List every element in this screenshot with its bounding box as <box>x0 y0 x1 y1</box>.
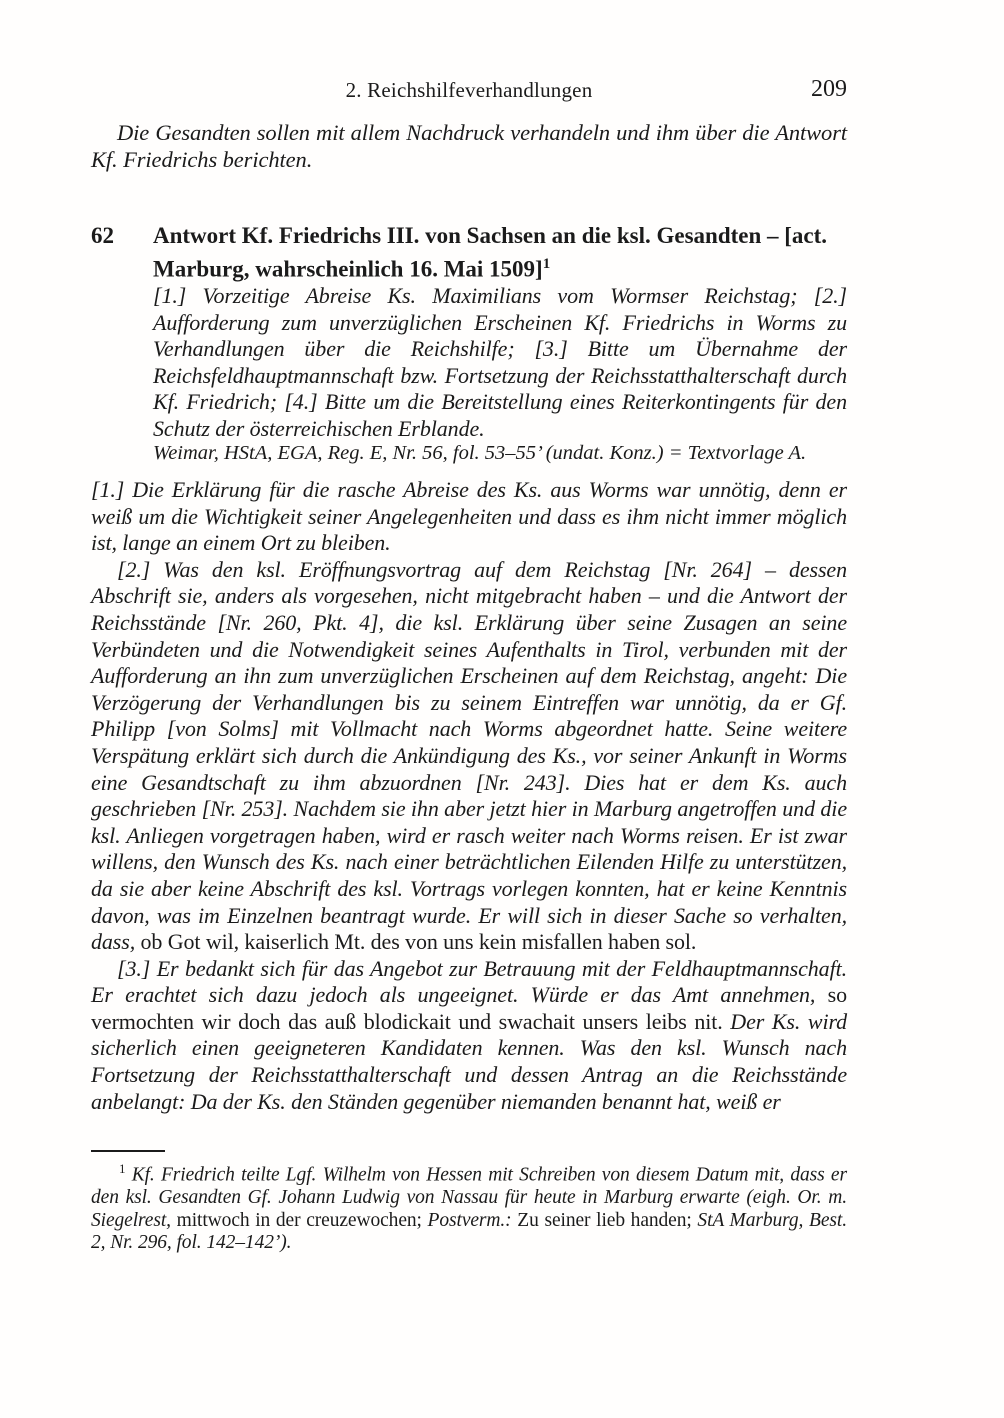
document-body <box>91 477 847 1115</box>
text-run: mittwoch in der creuzewochen; <box>170 1209 428 1231</box>
text-run: Der Ks. wird sicherlich einen geeigneteren Kandidaten kennen. Was den ksl. Wunsch nach Fortsetzung der Reichsstatthalterschaft und dessen Antrag an die Reichsstände anbelangt: Da der Ks. den Ständen gegenüber niemanden benannt hat, weiß er <box>91 1008 848 1114</box>
document-summary: [1.] Vorzeitige Abreise Ks. Maximilians vom Wormser Reichstag; [2.] Aufforderung zum unverzüglichen Erscheinen Kf. Friedrichs in Worms zu Verhandlungen über die Reichshilfe; [3.] Bitte um Übernahme der Reichsfeldhauptmannschaft bzw. Fortsetzung der Reichsstatthalterschaft durch Kf. Friedrich; [4.] Bitte um die Bereitstellung eines Reiterkontingents für den Schutz der österreichischen Erblande. <box>153 283 847 441</box>
text-run: Die Gesandten sollen mit allem Nachdruck verhandeln und ihm über die Antwort Kf. Friedrichs berichten. <box>91 120 847 172</box>
text-run: Postverm.: <box>427 1209 512 1231</box>
running-title: 2. Reichshilfeverhandlungen <box>345 78 593 102</box>
text-run: [2.] Was den ksl. Eröffnungsvortrag auf dem Reichstag [Nr. 264] – dessen Abschrift sie, anders als vorgesehen, nicht mitgebracht haben – und die Antwort der Reichsstände [Nr. 260, Pkt. 4], die ksl. Erklärung über seine Zusagen an seine Verbündeten und die Notwendigkeit seines Aufenthalts in Tirol, verbunden mit der Aufforderung an ihn zum unverzüglichen Erscheinen auf dem Reichstag, angeht: Die Verzögerung der Verhandlungen bis zu seinem Eintreffen war unnötig, da er Gf. Philipp [von Solms] mit Vollmacht nach Worms abgeordnet hatte. Seine weitere Verspätung erklärt sich durch die Ankündigung des Ks., vor seiner Ankunft in Worms eine Gesandtschaft zu ihm abzuordnen [Nr. 243]. Dies hat er dem Ks. auch geschrieben [Nr. 253]. Nachdem sie ihn aber jetzt hier in Marburg angetroffen und die ksl. Anliegen vorgetragen haben, wird er rasch weiter nach Worms reisen. Er ist zwar willens, den Wunsch des Ks. nach einer beträchtlichen Eilenden Hilfe zu unterstützen, da sie aber keine Abschrift des ksl. Vortrags vorlegen konnten, hat er keine Kenntnis davon, was im Einzelnen beantragt wurde. Er will sich in dieser Sache so verhalten, dass, <box>91 556 847 955</box>
text-run: Kf. Friedrich teilte Lgf. Wilhelm von Hessen mit Schreiben von diesem Datum mit, dass er den ksl. Gesandten Gf. Johann Ludwig von Nassau für heute in Marburg erwarte (eigh. Or. m. Siegelrest, <box>91 1164 847 1231</box>
text-run: [1.] Die Erklärung für die rasche Abreise des Ks. aus Worms war unnötig, denn er weiß um die Wichtigkeit seiner Angelegenheiten und dass es ihm nicht immer möglich ist, lange an einem Ort zu bleiben. <box>91 477 847 556</box>
page-number: 209 <box>811 76 847 102</box>
footnote-block <box>91 1150 847 1255</box>
document-title <box>153 222 847 284</box>
document-title-text: Antwort Kf. Friedrichs III. von Sachsen an die ksl. Gesandten – [act. Marburg, wahrscheinlich 16. Mai 1509] <box>153 223 828 282</box>
body-paragraph-1 <box>91 477 847 557</box>
intro-paragraph <box>91 119 847 173</box>
footnote-number: 1 <box>119 1161 126 1176</box>
running-head <box>91 78 847 106</box>
text-run: ob Got wil, kaiserlich Mt. des von uns kein misfallen haben sol. <box>135 929 697 955</box>
source-line: Weimar, HStA, EGA, Reg. E, Nr. 56, fol. 53–55’ (undat. Konz.) = Textvorlage A. <box>153 442 807 464</box>
document-heading <box>91 222 847 284</box>
text-run: StA Marburg, Best. 2, Nr. 296, fol. 142–142’). <box>91 1209 847 1253</box>
text-run: [3.] Er bedankt sich für das Angebot zur Betrauung mit der Feldhauptmannschaft. Er erachtet sich dazu jedoch als ungeeignet. Würde er das Amt annehmen, <box>91 955 847 1008</box>
footnote-1 <box>91 1158 847 1255</box>
body-paragraph-3 <box>91 956 847 1116</box>
text-run: so vermochten wir doch das auß blodickait und swachait unsers leibs nit. <box>91 982 847 1034</box>
body-paragraph-2 <box>91 557 847 956</box>
footnote-ref-marker: 1 <box>542 256 551 272</box>
document-number: 62 <box>91 223 114 248</box>
text-run: Zu seiner lieb handen; <box>511 1209 698 1231</box>
footnote-text <box>91 1165 847 1254</box>
footnote-separator-rule <box>91 1150 165 1152</box>
